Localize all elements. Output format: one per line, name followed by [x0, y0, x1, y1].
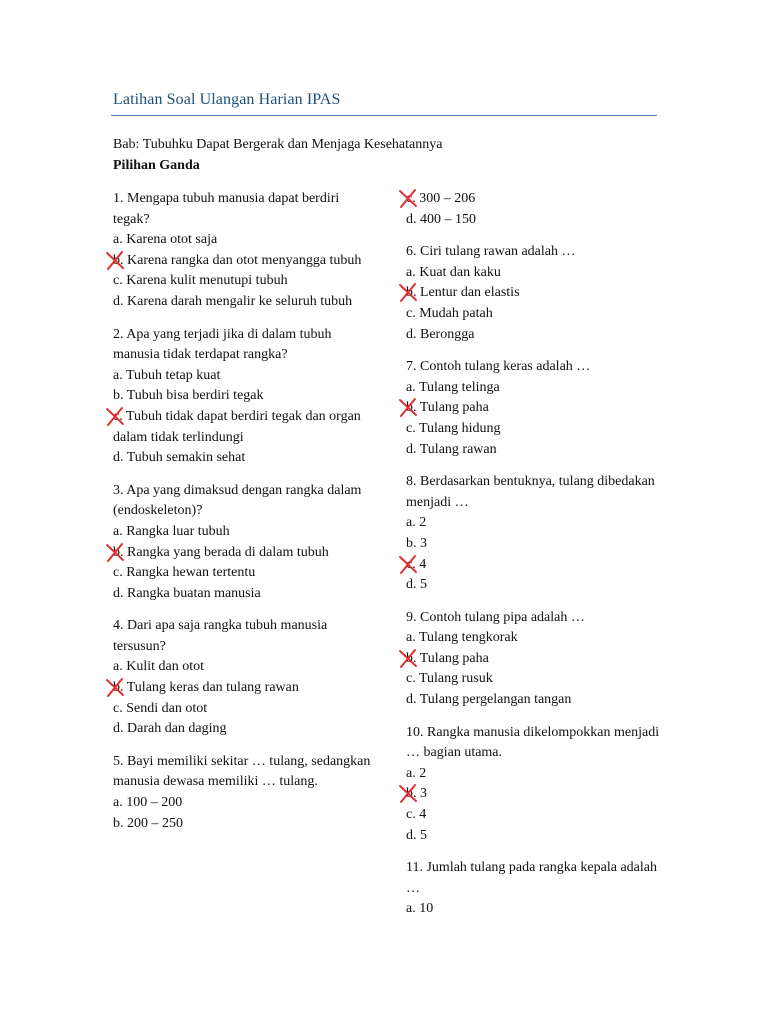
question-10-option-d[interactable]: d. 5: [406, 827, 427, 843]
question-8-option-a[interactable]: a. 2: [406, 515, 427, 531]
question-6: [406, 242, 661, 345]
question-7-option-a[interactable]: a. Tulang telinga: [406, 379, 500, 395]
option-text: b. Tulang paha: [406, 650, 489, 666]
question-10: [406, 723, 661, 847]
right-column: [406, 189, 661, 932]
option-text: b. Rangka yang berada di dalam tubuh: [113, 544, 329, 560]
question-10-text: 10. Rangka manusia dikelompokkan menjadi … bagian utama.: [406, 724, 660, 761]
question-1-text: 1. Mengapa tubuh manusia dapat berdiri tegak?: [113, 191, 340, 227]
question-3-option-c[interactable]: c. Rangka hewan tertentu: [113, 565, 256, 581]
question-5-continued: [406, 189, 661, 230]
question-2-option-a[interactable]: a. Tubuh tetap kuat: [113, 367, 221, 383]
option-text: c. 300 – 206: [406, 191, 476, 206]
question-8-option-c[interactable]: [406, 555, 661, 576]
chapter-heading: Bab: Tubuhku Dapat Bergerak dan Menjaga Kesehatannya: [113, 137, 443, 152]
question-6-text: 6. Ciri tulang rawan adalah …: [406, 244, 576, 260]
question-11-text: 11. Jumlah tulang pada rangka kepala adalah …: [406, 860, 657, 896]
option-text: b. Karena rangka dan otot menyangga tubuh: [113, 252, 362, 268]
option-text: c. Tubuh tidak dapat berdiri tegak dan organ dalam tidak terlindungi: [113, 408, 361, 445]
option-text: b. Lentur dan elastis: [406, 285, 520, 301]
question-3-text: 3. Apa yang dimaksud dengan rangka dalam (endoskeleton)?: [113, 482, 362, 519]
question-3-option-b[interactable]: [113, 543, 373, 564]
question-10-option-b[interactable]: [406, 784, 661, 805]
question-9-option-d[interactable]: d. Tulang pergelangan tangan: [406, 692, 572, 708]
question-9: [406, 608, 661, 711]
question-4-option-a[interactable]: a. Kulit dan otot: [113, 659, 204, 675]
question-8: [406, 472, 661, 596]
question-9-option-b[interactable]: [406, 649, 661, 670]
question-1-option-b[interactable]: [113, 251, 373, 272]
question-3-option-d[interactable]: d. Rangka buatan manusia: [113, 585, 261, 601]
question-6-option-a[interactable]: a. Kuat dan kaku: [406, 264, 501, 280]
question-1-option-d[interactable]: d. Karena darah mengalir ke seluruh tubuh: [113, 293, 353, 309]
question-4-option-b[interactable]: [113, 678, 373, 699]
question-8-text: 8. Berdasarkan bentuknya, tulang dibedakan menjadi …: [406, 474, 655, 510]
question-4: [113, 616, 373, 740]
question-4-text: 4. Dari apa saja rangka tubuh manusia tersusun?: [113, 618, 328, 654]
question-5-option-d[interactable]: d. 400 – 150: [406, 211, 476, 227]
question-7-text: 7. Contoh tulang keras adalah …: [406, 359, 591, 375]
question-9-text: 9. Contoh tulang pipa adalah …: [406, 609, 585, 625]
left-column: [113, 189, 373, 846]
section-heading: Pilihan Ganda: [113, 158, 200, 173]
question-2: [113, 325, 373, 469]
option-text: c. 4: [406, 556, 427, 572]
option-text: b. Tulang paha: [406, 400, 489, 416]
question-1-option-c[interactable]: c. Karena kulit menutupi tubuh: [113, 273, 288, 289]
question-4-option-c[interactable]: c. Sendi dan otot: [113, 700, 208, 716]
question-8-option-b[interactable]: b. 3: [406, 535, 427, 551]
question-2-text: 2. Apa yang terjadi jika di dalam tubuh manusia tidak terdapat rangka?: [113, 326, 332, 363]
question-2-option-c[interactable]: [113, 407, 373, 448]
question-8-option-d[interactable]: d. 5: [406, 577, 427, 593]
question-10-option-a[interactable]: a. 2: [406, 765, 427, 781]
question-7-option-d[interactable]: d. Tulang rawan: [406, 441, 497, 457]
title-divider: [111, 115, 657, 116]
question-7-option-b[interactable]: [406, 398, 661, 419]
question-11: [406, 858, 661, 920]
question-3: [113, 481, 373, 605]
question-5-option-b[interactable]: b. 200 – 250: [113, 815, 183, 831]
option-text: b. 3: [406, 786, 427, 802]
question-6-option-d[interactable]: d. Berongga: [406, 326, 475, 342]
question-2-option-b[interactable]: b. Tubuh bisa berdiri tegak: [113, 388, 264, 404]
question-3-option-a[interactable]: a. Rangka luar tubuh: [113, 523, 230, 539]
question-6-option-b[interactable]: [406, 283, 661, 304]
question-10-option-c[interactable]: c. 4: [406, 807, 427, 823]
page-title: Latihan Soal Ulangan Harian IPAS: [113, 91, 341, 108]
question-1-option-a[interactable]: a. Karena otot saja: [113, 232, 218, 248]
question-9-option-a[interactable]: a. Tulang tengkorak: [406, 630, 518, 646]
question-5: [113, 752, 373, 834]
question-2-option-d[interactable]: d. Tubuh semakin sehat: [113, 450, 246, 466]
question-5-text: 5. Bayi memiliki sekitar … tulang, sedangkan manusia dewasa memiliki … tulang.: [113, 753, 371, 790]
question-5-option-c[interactable]: [406, 189, 661, 210]
question-7: [406, 357, 661, 460]
question-9-option-c[interactable]: c. Tulang rusuk: [406, 671, 493, 687]
question-4-option-d[interactable]: d. Darah dan daging: [113, 721, 227, 737]
question-7-option-c[interactable]: c. Tulang hidung: [406, 420, 501, 436]
question-1: [113, 189, 373, 313]
question-5-option-a[interactable]: a. 100 – 200: [113, 795, 183, 811]
option-text: b. Tulang keras dan tulang rawan: [113, 680, 299, 696]
question-11-option-a[interactable]: a. 10: [406, 901, 434, 917]
question-6-option-c[interactable]: c. Mudah patah: [406, 305, 493, 321]
